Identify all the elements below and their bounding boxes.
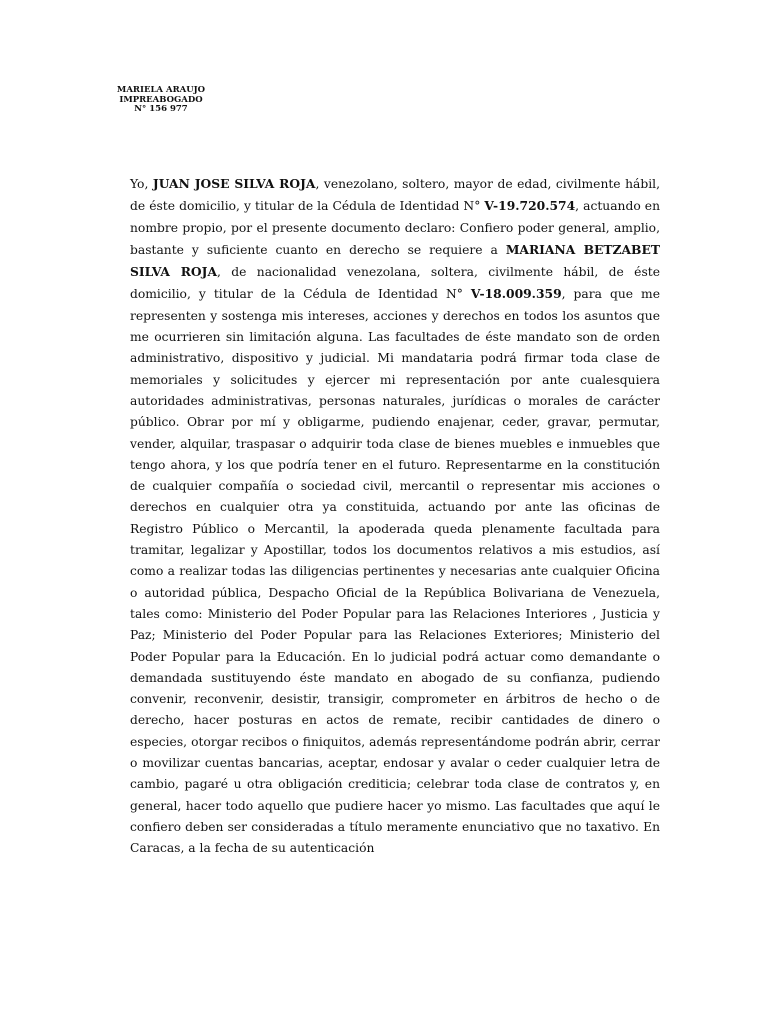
letterhead (106, 86, 216, 115)
text-segment: , venezolano, soltero, mayor de edad, civilmente hábil, de éste domicilio, y titular de la Cédula de Identidad N° (130, 177, 660, 214)
lawyer-title: IMPREABOGADO (119, 94, 203, 105)
attorney-id-number: V-18.009.359 (470, 286, 562, 302)
power-of-attorney-text (130, 173, 660, 860)
grantor-name: JUAN JOSE SILVA ROJA (152, 176, 316, 191)
grantor-id-number: V-19.720.574 (484, 198, 576, 214)
lawyer-registration-number: N° 156 977 (134, 104, 188, 114)
text-segment: Yo, (130, 177, 153, 191)
text-segment: , actuando en nombre propio, por el presente documento declaro: Confiero poder general, amplio, bastante y suficiente cuanto en derecho se requiere a (130, 199, 661, 257)
attorney-name: MARIANA BETZABET SILVA ROJA (130, 241, 660, 280)
lawyer-name: MARIELA ARAUJO (116, 85, 206, 95)
text-segment: , de nacionalidad venezolana, soltera, civilmente hábil, de éste domicilio, y titular de la Cédula de Identidad N° (130, 265, 660, 302)
text-segment: , para que me representen y sostenga mis intereses, acciones y derechos en todos los asuntos que me ocurrieren sin limitación alguna. Las facultades de éste mandato son de orden administrativo, dispositivo y judicial. Mi mandataria podrá firmar toda clase de memoriales y solicitudes y ejercer mi representación por ante cualesquiera autoridades administrativas, personas naturales, jurídicas o morales de carácter público. Obrar por mí y obligarme, pudiendo enajenar, ceder, gravar, permutar, vender, alquilar, traspasar o adquirir toda clase de bienes muebles e inmuebles que tengo ahora, y los que podría tener en el futuro. Representarme en la constitución de cualquier compañía o sociedad civil, mercantil o representar mis acciones o derechos en cualquier otra ya constituida, actuando por ante las oficinas de Registro Público o Mercantil, la apoderada queda plenamente facultada para tramitar, legalizar y Apostillar, todos los documentos relativos a mis estudios, así como a realizar todas las diligencias pertinentes y necesarias ante cualquier Oficina o autoridad pública, Despacho Oficial de la República Bolivariana de Venezuela, tales como: Ministerio del Poder Popular para las Relaciones Interiores , Justicia y Paz; Ministerio del Poder Popular para las Relaciones Exteriores; Ministerio del Poder Popular para la Educación. En lo judicial podrá actuar como demandante o demandada sustituyendo éste mandato en abogado de su confianza, pudiendo convenir, reconvenir, desistir, transigir, comprometer en árbitros de hecho o de derecho, hacer posturas en actos de remate, recibir cantidades de dinero o especies, otorgar recibos o finiquitos, además representándome podrán abrir, cerrar o movilizar cuentas bancarias, aceptar, endosar y avalar o ceder cualquier letra de cambio, pagaré u otra obligación crediticia; celebrar toda clase de contratos y, en general, hacer todo aquello que pudiere hacer yo mismo. Las facultades que aquí le confiero deben ser consideradas a título meramente enunciativo que no taxativo. En Caracas, a la fecha de su autenticación (130, 287, 660, 856)
